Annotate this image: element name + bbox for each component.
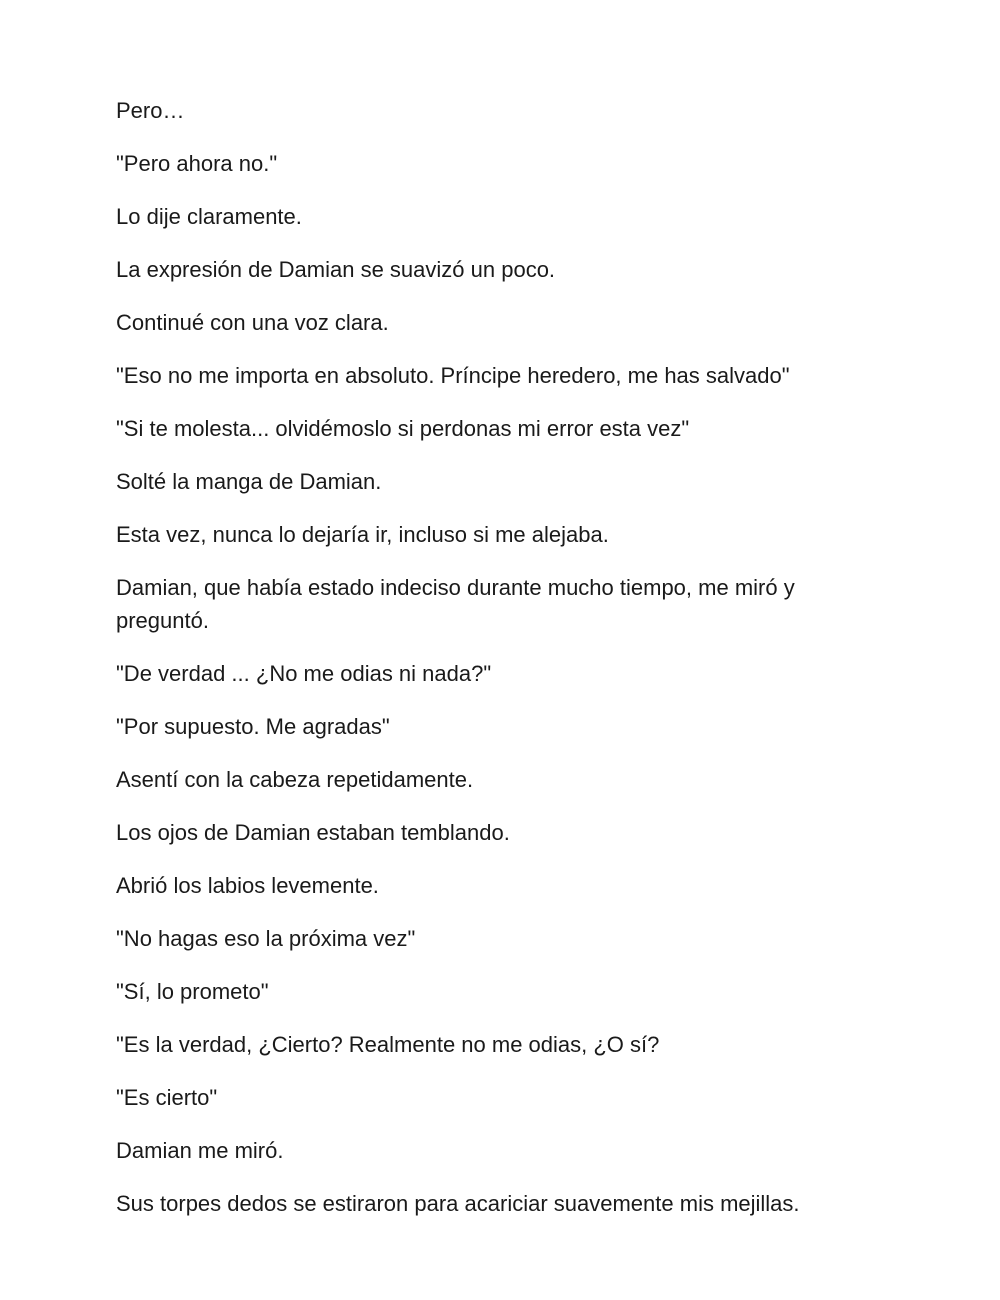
paragraph: Los ojos de Damian estaban temblando. xyxy=(116,820,510,845)
paragraph: Solté la manga de Damian. xyxy=(116,469,382,494)
paragraph: "Es la verdad, ¿Cierto? Realmente no me odias, ¿O sí? xyxy=(116,1032,660,1057)
paragraph: Esta vez, nunca lo dejaría ir, incluso si me alejaba. xyxy=(116,522,609,547)
paragraph: "Es cierto" xyxy=(116,1085,218,1110)
paragraph: Damian me miró. xyxy=(116,1138,284,1163)
paragraph: "Pero ahora no." xyxy=(116,151,278,176)
paragraph: Lo dije claramente. xyxy=(116,204,302,229)
paragraph: "Sí, lo prometo" xyxy=(116,979,269,1004)
paragraph: Damian, que había estado indeciso durante mucho tiempo, me miró y preguntó. xyxy=(116,575,795,633)
paragraph: La expresión de Damian se suavizó un poco. xyxy=(116,257,556,282)
paragraph: Asentí con la cabeza repetidamente. xyxy=(116,767,474,792)
paragraph: "No hagas eso la próxima vez" xyxy=(116,926,416,951)
paragraph: "Por supuesto. Me agradas" xyxy=(116,714,390,739)
paragraph: "Eso no me importa en absoluto. Príncipe heredero, me has salvado" xyxy=(116,363,790,388)
paragraph: Continué con una voz clara. xyxy=(116,310,389,335)
paragraph: "De verdad ... ¿No me odias ni nada?" xyxy=(116,661,492,686)
paragraph: "Si te molesta... olvidémoslo si perdonas mi error esta vez" xyxy=(116,416,690,441)
paragraph: Abrió los labios levemente. xyxy=(116,873,379,898)
paragraph: Pero… xyxy=(116,98,185,123)
paragraph: Sus torpes dedos se estiraron para acariciar suavemente mis mejillas. xyxy=(116,1191,800,1216)
